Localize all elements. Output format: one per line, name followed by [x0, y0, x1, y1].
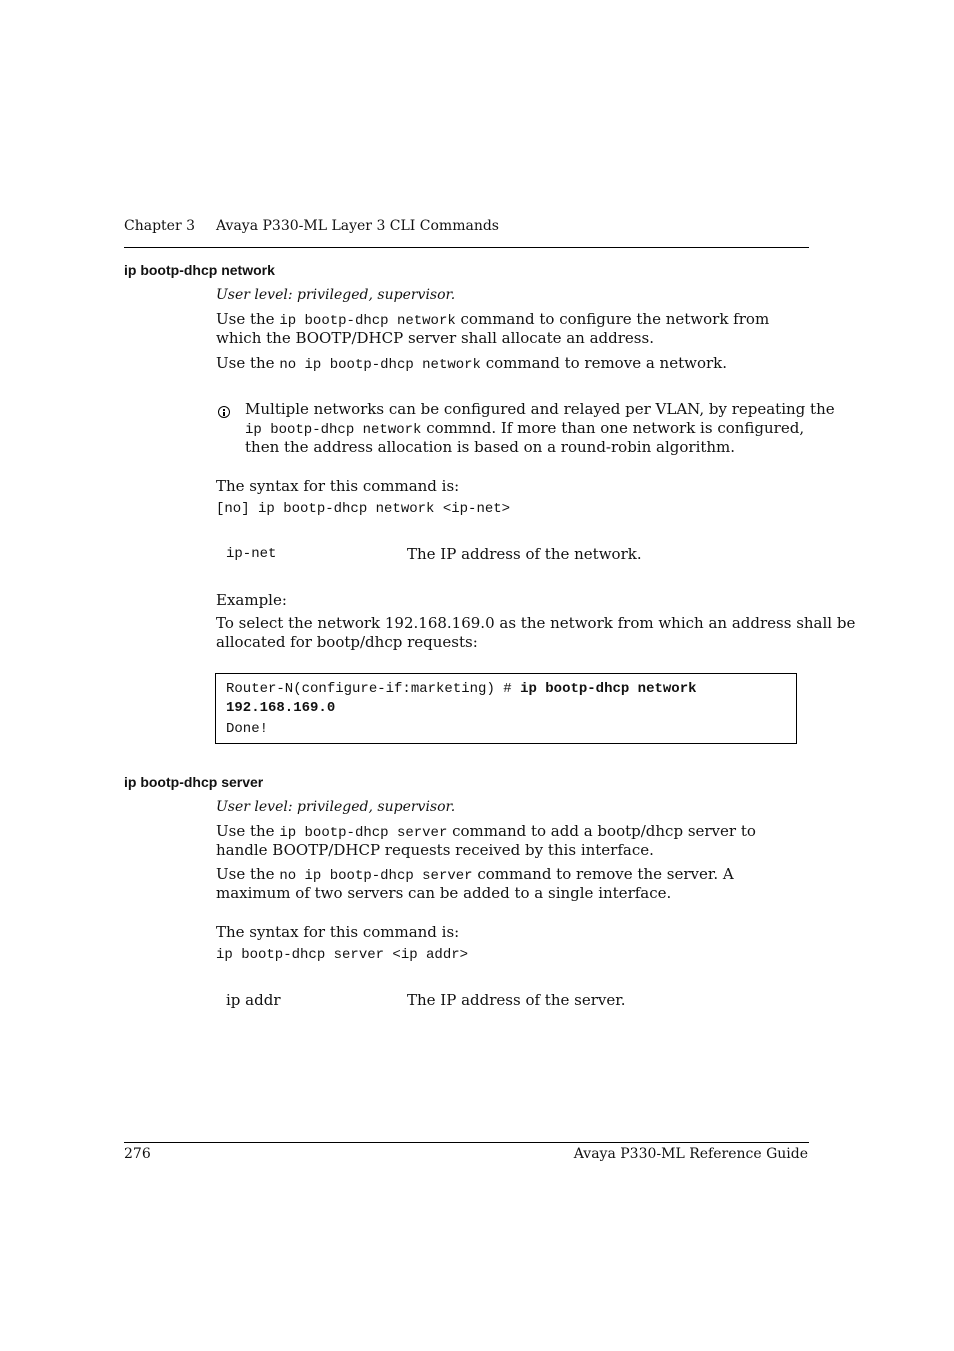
inline-code: ip bootp-dhcp server [279, 825, 448, 841]
inline-code: ip bootp-dhcp network [245, 422, 422, 438]
paragraph-server-2: Use the no ip bootp-dhcp server command to remove the server. A [216, 865, 734, 884]
example-line-1: To select the network 192.168.169.0 as the network from which an address shall be [216, 614, 856, 632]
inline-code: no ip bootp-dhcp server [279, 868, 473, 884]
footer-rule [124, 1142, 809, 1143]
section-heading-network: ip bootp-dhcp network [124, 262, 275, 278]
syntax-server: ip bootp-dhcp server <ip addr> [216, 947, 469, 963]
inline-code: ip bootp-dhcp network [279, 313, 456, 329]
note-line-1: Multiple networks can be configured and relayed per VLAN, by repeating the [245, 400, 835, 418]
info-icon [218, 403, 230, 422]
paragraph-network-1: Use the ip bootp-dhcp network command to configure the network from [216, 310, 770, 329]
note-line-2: ip bootp-dhcp network commnd. If more than one network is configured, [245, 419, 805, 438]
paragraph-network-1-cont: which the BOOTP/DHCP server shall allocate an address. [216, 329, 654, 347]
code-line-1: Router-N(configure-if:marketing) # ip bootp-dhcp network [226, 681, 697, 697]
syntax-intro-server: The syntax for this command is: [216, 923, 460, 941]
note-line-3: then the address allocation is based on a round-robin algorithm. [245, 438, 736, 456]
param-name-server: ip addr [226, 991, 281, 1009]
user-level-server: User level: privileged, supervisor. [216, 799, 456, 815]
syntax-intro-network: The syntax for this command is: [216, 477, 460, 495]
param-desc-network: The IP address of the network. [407, 545, 642, 563]
chapter-title: Avaya P330-ML Layer 3 CLI Commands [216, 218, 499, 234]
code-line-3: Done! [226, 721, 269, 737]
param-desc-server: The IP address of the server. [407, 991, 626, 1009]
paragraph-server-1: Use the ip bootp-dhcp server command to add a bootp/dhcp server to [216, 822, 756, 841]
footer-title: Avaya P330-ML Reference Guide [573, 1146, 808, 1162]
example-line-2: allocated for bootp/dhcp requests: [216, 633, 478, 651]
section-heading-server: ip bootp-dhcp server [124, 774, 264, 790]
param-name-network: ip-net [226, 546, 277, 562]
code-line-2: 192.168.169.0 [226, 700, 336, 716]
page-number: 276 [124, 1146, 151, 1162]
paragraph-server-2-cont: maximum of two servers can be added to a single interface. [216, 884, 672, 902]
paragraph-server-1-cont: handle BOOTP/DHCP requests received by this interface. [216, 841, 654, 859]
inline-code: no ip bootp-dhcp network [279, 357, 481, 373]
example-label: Example: [216, 591, 287, 609]
header-rule [124, 247, 809, 248]
chapter-label: Chapter 3 [124, 218, 195, 234]
code-example-box [215, 673, 797, 744]
paragraph-network-2: Use the no ip bootp-dhcp network command to remove a network. [216, 354, 728, 373]
user-level-network: User level: privileged, supervisor. [216, 287, 456, 303]
syntax-network: [no] ip bootp-dhcp network <ip-net> [216, 501, 511, 517]
